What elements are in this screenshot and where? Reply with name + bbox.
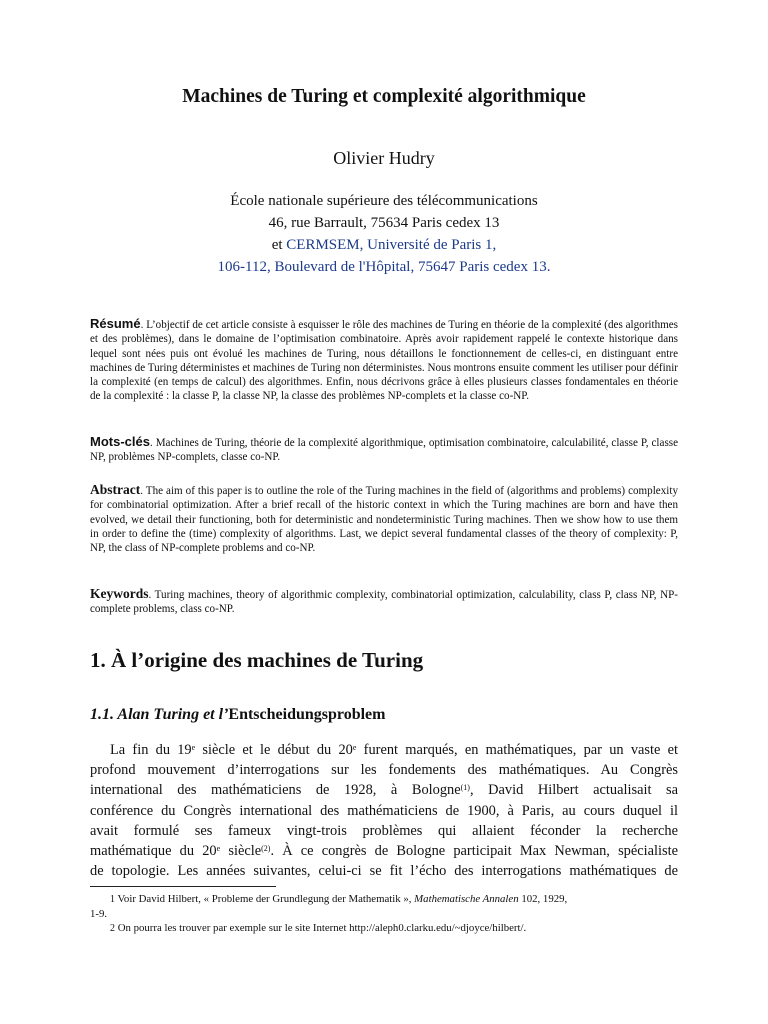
body-line-3: [90, 780, 678, 800]
affiliation: [90, 190, 678, 278]
subsection-heading: [90, 706, 385, 724]
affiliation-line-3: [90, 234, 678, 256]
body-line-6: [90, 841, 678, 861]
affiliation-line-1: École nationale supérieure des télécommunications: [230, 193, 538, 209]
body-line-4: conférence du Congrès international des mathématiciens de 1900, à Paris, au cours duquel il: [90, 802, 678, 819]
text: furent marqués, en mathématiques, par un vaste et: [356, 742, 678, 758]
footnote-2-text[interactable]: On pourra les trouver par exemple sur le site Internet http://aleph0.clarku.edu/~djoyce/hilbert/.: [117, 922, 527, 934]
footnote-2-number: 2: [110, 923, 115, 934]
resume-label: Résumé: [90, 316, 141, 331]
text: , David Hilbert actualisait sa: [469, 782, 678, 799]
text: La fin du 19: [110, 742, 192, 758]
text: mathématique du 20: [90, 843, 217, 860]
text: siècle: [220, 843, 262, 860]
footnote-1-journal: Mathematische Annalen: [414, 893, 519, 905]
footnote-1-number: 1: [110, 894, 115, 905]
body-paragraph: [90, 740, 678, 881]
abstract-paragraph: [90, 483, 678, 555]
motscles-text: . Machines de Turing, théorie de la complexité algorithmique, optimisation combinatoire, calculabilité, classe P, classe NP, problèmes NP-complets, classe co-NP.: [90, 437, 678, 464]
author-name: Olivier Hudry: [333, 148, 435, 168]
resume-paragraph: [90, 317, 678, 404]
body-line-1: [90, 740, 678, 760]
footnote-2: [90, 921, 678, 936]
footnote-1: [90, 892, 678, 922]
paper-title: Machines de Turing et complexité algorithmique: [182, 86, 586, 107]
keywords-paragraph: [90, 587, 678, 617]
subsection-heading-italic: 1.1. Alan Turing et l’: [90, 706, 229, 723]
footnote-divider: [90, 886, 276, 887]
body-line-5: avait formulé ses fameux vingt-trois problèmes qui allaient féconder la recherche: [90, 822, 678, 839]
superscript: e: [191, 743, 196, 752]
footnote-1-tail: 102, 1929,: [518, 893, 568, 905]
keywords-text: . Turing machines, theory of algorithmic complexity, combinatorial optimization, calculability, class P, class NP, NP-complete problems, class co-NP.: [90, 589, 678, 616]
motscles-label: Mots-clés: [90, 434, 150, 449]
cermsem-link[interactable]: CERMSEM, Université de Paris 1,: [286, 237, 497, 253]
footnote-1-pages: 1-9.: [90, 908, 108, 920]
footnote-ref-2[interactable]: (2): [261, 844, 271, 854]
footnote-1-text: Voir David Hilbert, « Probleme der Grundlegung der Mathematik »,: [117, 893, 415, 905]
affiliation-and: et: [271, 237, 283, 253]
text: . À ce congrès de Bologne participait Max Newman, spécialiste: [270, 843, 679, 860]
affiliation-line-2: 46, rue Barrault, 75634 Paris cedex 13: [268, 215, 500, 231]
superscript: e: [216, 844, 221, 854]
motscles-paragraph: [90, 435, 678, 465]
abstract-label: Abstract: [90, 482, 141, 497]
abstract-text: . The aim of this paper is to outline the role of the Turing machines in the field of (algorithms and problems) complexity for combinatorial optimization. After a brief recall of the historic context in which the Turing machines are born and have then evolved, we detail their functioning, both for deterministic and nondeterministic Turing machines. Then we show how to use them in order to define the (time) complexity of algorithms. Last, we depict several fundamental classes of the theory of complexity: P, NP, the class of NP-complete problems and co-NP.: [90, 485, 678, 555]
address-link[interactable]: 106-112, Boulevard de l'Hôpital, 75647 Paris cedex 13.: [217, 259, 551, 275]
section-heading: 1. À l’origine des machines de Turing: [90, 648, 424, 672]
footnote-ref-1[interactable]: (1): [460, 783, 470, 793]
keywords-label: Keywords: [90, 586, 149, 601]
subsection-heading-bold: Entscheidungsproblem: [228, 706, 386, 723]
body-line-2: profond mouvement d’interrogations sur les fondements des mathématiques. Au Congrès: [90, 762, 678, 779]
superscript: e: [352, 743, 357, 752]
resume-text: . L’objectif de cet article consiste à esquisser le rôle des machines de Turing en théorie de la complexité (des algorithmes et des problèmes), dans le domaine de l’optimisation combinatoire. Après avoir rapidement rappelé le contexte historique dans lequel sont nées puis ont évolué les machines de Turing, nous détaillons le fonctionnement de celles-ci, en distinguant entre machines de Turing déterministes et machines de Turing non déterministes. Nous montrons ensuite comment les utiliser pour définir la complexité (en temps de calcul) des algorithmes. Enfin, nous décrivons grâce à elles plusieurs classes fondamentales en théorie de la complexité : la classe P, la classe NP, la classe des problèmes NP-complets et la classe co-NP.: [90, 319, 678, 403]
body-line-7: de topologie. Les années suivantes, celui-ci se fit l’écho des interrogations mathématiques de: [90, 863, 678, 880]
text: siècle et le début du 20: [195, 742, 353, 758]
text: international des mathématiciens de 1928, à Bologne: [90, 782, 461, 799]
